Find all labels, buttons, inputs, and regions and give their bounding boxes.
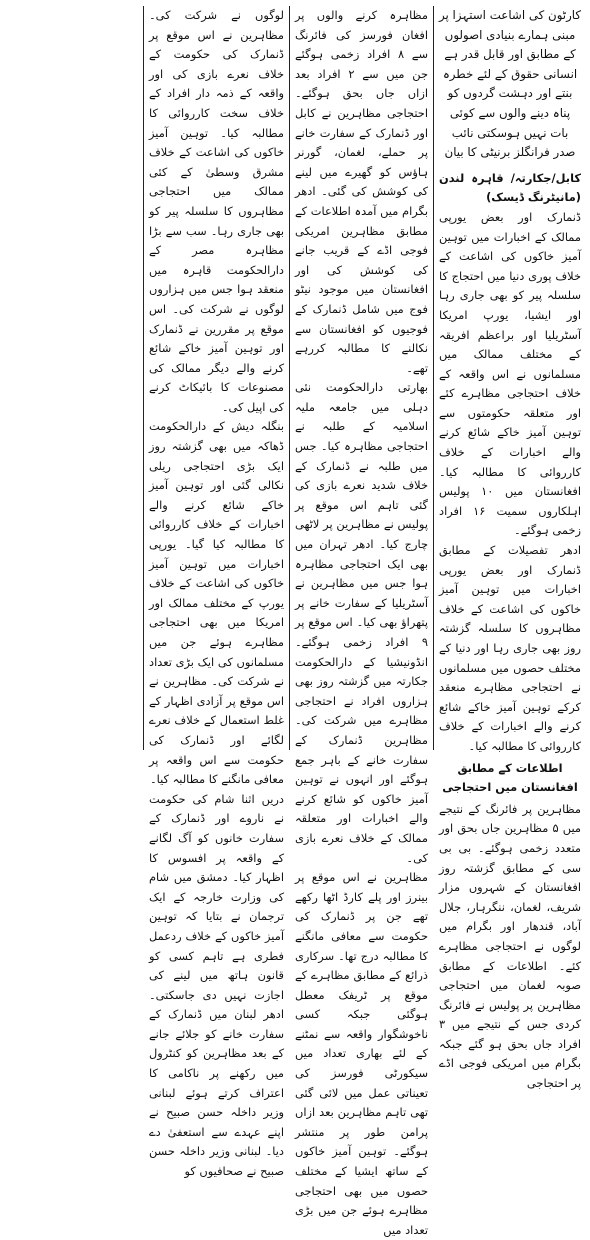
article-paragraph: مظاہرین پر فائرنگ کے نتیجے میں ۵ مظاہرین جاں بحق اور متعدد زخمی ہوگئے۔ بی بی سی کے مطابق گزشتہ روز افغانستان کے شہروں مزار شریف، لغمان، ننگرہار، جلال آباد، قندھار اور بگرام میں لوگوں نے احتجاجی مظاہرے کئے۔ اطلاعات کے مطابق صوبہ لغمان میں احتجاجی مظاہرین پر پولیس نے فائرنگ کردی جس کے نتیجے میں ۳ افراد جاں بحق ہو گئے جبکہ بگرام میں امریکی فوجی اڈے پر احتجاجی [439,801,581,1091]
column-4-margin [4,6,144,750]
article-paragraph: مظاہرہ کرنے والوں پر افغان فورسز کی فائرنگ سے ۸ افراد زخمی ہوگئے جن میں سے ۲ افراد بعد ازاں جاں بحق ہوگئے۔ احتجاجی مظاہرین نے کابل اور ڈنمارک کے سفارت خانے پر حملے، لغمان، گورنر ہاؤس کو گھیرے میں لینے کی کوشش کی گئی۔ ادھر بگرام میں آمدہ اطلاعات کے مطابق مظاہرین امریکی فوجی اڈے کے قریب جانے کی کوشش کی اور افغانستان میں موجود نیٹو فوج میں شامل ڈنمارک کے فوجیوں کو افغانستان سے نکالنے کا مطالبہ کررہے تھے۔ [295,8,428,375]
article-paragraph: لوگوں نے شرکت کی۔ مظاہرین نے اس موقع پر ڈنمارک کی حکومت کے خلاف نعرے بازی کی اور واقعہ کے ذمہ دار افراد کے خلاف سخت کارروائی کا مطالبہ کیا۔ توہین آمیز خاکوں کی اشاعت کے خلاف مشرق وسطیٰ کے کئی ممالک میں احتجاجی مظاہروں کا سلسلہ پیر کو بھی جاری رہا۔ سب سے بڑا مظاہرہ مصر کے دارالحکومت قاہرہ میں منعقد ہوا جس میں ہزاروں لوگوں نے شرکت کی۔ اس موقع پر مقررین نے ڈنمارک اور توہین آمیز خاکے شائع کرنے والے دیگر ممالک کی مصنوعات کا بائیکاٹ کرنے کی اپیل کی۔ [149,8,284,414]
column-2 [290,6,434,1237]
column-3 [144,6,290,1179]
article-paragraph: بھارتی دارالحکومت نئی دہلی میں جامعہ ملیہ اسلامیہ کے طلبہ نے احتجاجی مظاہرہ کیا۔ جس میں طلبہ نے ڈنمارک کے خلاف شدید نعرے بازی کی گئی تاہم اس موقع پر پولیس نے مظاہرین پر لاٹھی چارج کیا۔ ادھر تہران میں بھی ایک احتجاجی مظاہرہ ہوا جس میں مظاہرین نے آسٹریلیا کے سفارت خانے پر پتھراؤ بھی کیا۔ اس موقع پر ۹ افراد زخمی ہوگئے۔ انڈونیشیا کے دارالحکومت جکارتہ میں گزشتہ روز بھی ہزاروں افراد نے احتجاجی مظاہرے میں شرکت کی۔ مظاہرین ڈنمارک کے سفارت خانے کے باہر جمع ہوگئے اور انہوں نے توہین آمیز خاکوں کو شائع کرنے والے اخبارات اور متعلقہ ممالک کے خلاف نعرے بازی کی۔ [295,380,428,865]
dateline: کابل/جکارتہ/ قاہرہ لندن (مانیٹرنگ ڈیسک) [439,170,581,205]
section-heading: اطلاعات کے مطابق افغانستان میں احتجاجی [442,760,578,795]
article-paragraph: بنگلہ دیش کے دارالحکومت ڈھاکہ میں بھی گزشتہ روز ایک بڑی احتجاجی ریلی نکالی گئی اور توہین آمیز خاکے شائع کرنے والے اخبارات کے خلاف کارروائی کا مطالبہ کیا گیا۔ یورپی اخبارات میں توہین آمیز خاکوں کی اشاعت کے خلاف یورپ کے مختلف ممالک اور امریکا میں بھی احتجاجی مظاہرے ہوئے جن میں مسلمانوں کی ایک بڑی تعداد نے شرکت کی۔ مظاہرین نے اس موقع پر آزادی اظہار کے غلط استعمال کے خلاف نعرے لگائے اور ڈنمارک کی حکومت سے اس واقعہ پر معافی مانگنے کا مطالبہ کیا۔ [149,419,284,787]
lead-summary: کارٹون کی اشاعت استہزا پر مبنی ہمارے بنیادی اصولوں کے مطابق اور قابل قدر ہے انسانی حقوق کے لئے خطرہ بنتے اور دہشت گردوں کو پناہ دینے والوں سے کوئی بات نہیں ہوسکتی نائب صدر فرانگلز برنیٹی کا بیان [439,8,581,160]
article-paragraph: مظاہرین نے اس موقع پر بینرز اور پلے کارڈ اٹھا رکھے تھے جن پر ڈنمارک کی حکومت سے معافی مانگنے کا مطالبہ درج تھا۔ سرکاری ذرائع کے مطابق مظاہرے کے موقع پر ٹریفک معطل ہوگئی جبکہ کسی ناخوشگوار واقعہ سے نمٹنے کے لئے بھاری تعداد میں سیکورٹی فورسز کی تعیناتی عمل میں لائی گئی تھی تاہم مظاہرین بعد ازاں پرامن طور پر منتشر ہوگئے۔ توہین آمیز خاکوں کے ساتھ ایشیا کے مختلف حصوں میں بھی احتجاجی مظاہرے ہوئے جن میں بڑی تعداد میں [295,870,428,1237]
column-1 [434,6,586,1091]
article-paragraph: ادھر تفصیلات کے مطابق ڈنمارک اور بعض یورپی اخبارات میں توہین آمیز خاکوں کی اشاعت کے خلاف مظاہروں کا سلسلہ گزشتہ روز بھی جاری رہا اور دنیا کے مختلف حصوں میں مسلمانوں نے احتجاجی مظاہرے منعقد کرکے توہین آمیز خاکے شائع کرنے والے اخبارات کے خلاف کارروائی کا مطالبہ کیا۔ [439,543,581,753]
article-paragraph: ڈنمارک اور بعض یورپی ممالک کے اخبارات میں توہین آمیز خاکوں کی اشاعت کے خلاف پوری دنیا میں احتجاج کا سلسلہ پیر کو بھی جاری رہا اور ایشیا، یورپ امریکا آسٹریلیا اور براعظم افریقہ کے مختلف ممالک میں مسلمانوں نے اس واقعہ کے خلاف احتجاجی مظاہرے کئے اور متعلقہ حکومتوں سے توہین آمیز خاکے شائع کرنے والے اخبارات کے خلاف کارروائی کا مطالبہ کیا۔ افغانستان میں ۱۰ پولیس اہلکاروں سمیت ۱۶ افراد زخمی ہوگئے۔ [439,209,581,538]
article-paragraph: دریں اثنا شام کی حکومت نے ناروے اور ڈنمارک کے سفارت خانوں کو آگ لگانے کے واقعہ پر افسوس کا اظہار کیا۔ دمشق میں شام کی وزارت خارجہ کے ایک ترجمان نے بتایا کہ توہین آمیز خاکوں کے خلاف ردعمل فطری ہے تاہم کسی کو قانون ہاتھ میں لینے کی اجازت نہیں دی جاسکتی۔ ادھر لبنان میں ڈنمارک کے سفارت خانے کو جلائے جانے کے بعد مظاہرین کو کنٹرول میں رکھنے پر ناکامی کا اعتراف کرتے ہوئے لبنانی وزیر داخلہ حسن صبیح نے اپنے عہدے سے استعفیٰ دے دیا۔ لبنانی وزیر داخلہ حسن صبیح نے صحافیوں کو [149,791,284,1179]
